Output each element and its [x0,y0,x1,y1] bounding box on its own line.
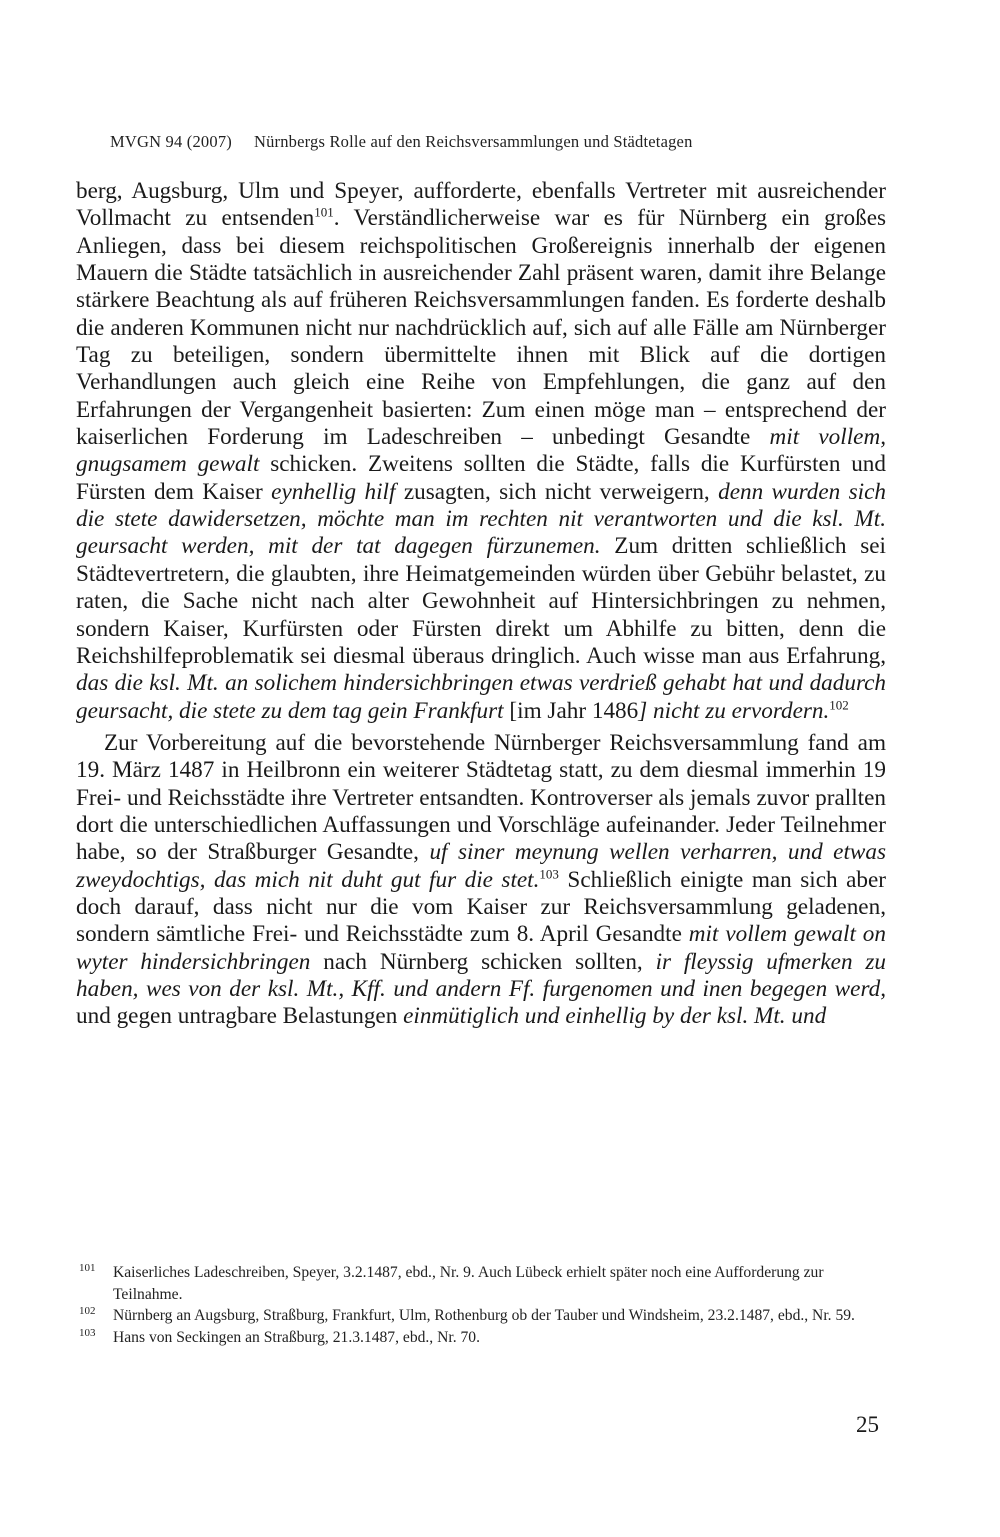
footnote-102 [76,1305,886,1327]
text-run: Zur Vorbereitung auf die bevorstehende Nürnberger Reichsversammlung fand am 19. März 1487 in Heilbronn ein weiterer Städtetag statt, zu dem diesmal immerhin 19 Frei- und Reichsstädte ihre Vertreter entsandten. Kontroverser als jemals zuvor prallten dort die unterschiedlichen Auffassungen und Vorschläge aufeinander. Jeder Teilnehmer habe, so der Straßburger Gesandte, [76,729,886,866]
footnote-103 [76,1327,886,1349]
quote-italic: denn wurden sich die stete dawidersetzen, möchte man im rechten nit verantworten und die ksl. Mt. geursacht werden, mit der tat dagegen fürzunemen. [76,478,886,560]
footnote-text: Nürnberg an Augsburg, Straßburg, Frankfurt, Ulm, Rothenburg ob der Tauber und Windsheim, 23.2.1487, ebd., Nr. 59. [113,1307,855,1324]
quote-italic: ] nicht zu ervordern. [638,697,830,724]
text-run: und gegen untragbare Belastungen [76,1003,404,1030]
footnote-number: 102 [79,1305,96,1317]
text-run: Zum dritten schließlich sei Städtevertretern, die glaubten, ihre Heimatgemeinden würden über Gebühr belastet, zu raten, die Sache nicht nach alter Gewohnheit auf Hintersichbringen zu nehmen, sondern Kaiser, Kurfürsten oder Fürsten direkt um Abhilfe zu bitten, denn die Reichshilfeproblematik sei diesmal überaus dringlich. Auch wisse man aus Erfahrung, [76,533,886,669]
footnote-ref-101: 101 [314,204,334,220]
footnote-number: 103 [79,1326,96,1339]
quote-italic: einmütiglich und einhellig by der ksl. Mt. und [403,1003,827,1030]
text-run: Schließlich einigte man sich aber doch darauf, dass nicht nur die vom Kaiser zur Reichsversammlung geladenen, sondern sämtliche Frei- und Reichsstädte zum 8. April Gesandte [76,866,886,948]
paragraph-2 [76,730,886,1031]
page-number: 25 [856,1412,879,1437]
quote-italic: mit vollem gewalt on wyter hindersichbringen [76,921,886,975]
quote-italic: mit vollem, gnugsamem gewalt [76,424,886,478]
footnote-text: Hans von Seckingen an Straßburg, 21.3.1487, ebd., Nr. 70. [113,1328,480,1346]
footnotes [76,1262,886,1348]
running-header [110,132,870,152]
footnote-number: 101 [79,1262,96,1274]
text-run: [im Jahr 1486 [503,697,639,724]
running-title: Nürnbergs Rolle auf den Reichsversammlungen und Städtetagen [253,132,693,151]
footnote-text: Kaiserliches Ladeschreiben, Speyer, 3.2.1487, ebd., Nr. 9. Auch Lübeck erhielt später noch eine Aufforderung zur Teilnahme. [113,1264,824,1303]
footnote-ref-102: 102 [829,696,849,712]
footnote-101 [76,1262,886,1305]
paragraph-1 [76,178,886,725]
main-text [76,178,886,1031]
text-run: . Verständlicherweise war es für Nürnberg ein großes Anliegen, dass bei diesem reichspolitischen Großereignis innerhalb der eigenen Mauern die Städte tatsächlich in ausreichender Zahl präsent waren, damit ihre Belange stärkere Beachtung als auf früheren Reichsversammlungen fanden. Es forderte deshalb die anderen Kommunen nicht nur nachdrücklich auf, sich auf alle Fälle am Nürnberger Tag zu beteiligen, sondern übermittelte ihnen mit Blick auf die dortigen Verhandlungen auch gleich eine Reihe von Empfehlungen, die ganz auf den Erfahrungen der Vergangenheit basierten: Zum einen möge man – entsprechend der kaiserlichen Forderung im Ladeschreiben – unbedingt Gesandte [76,205,887,451]
quote-italic: eynhellig hilf [271,478,396,505]
text-run: berg, Augsburg, Ulm und Speyer, aufforderte, ebenfalls Vertreter mit ausreichender Vollmacht zu entsenden [76,178,886,232]
text-run: schicken. Zweitens sollten die Städte, falls die Kurfürsten und Fürsten dem Kaiser [76,451,886,505]
footnote-ref-103: 103 [539,865,559,881]
text-run: zusagten, sich nicht verweigern, [395,478,719,505]
quote-italic: ir fleyssig ufmerken zu haben, wes von der ksl. Mt., Kff. und andern Ff. furgenomen und inen begegen werd, [76,948,886,1002]
quote-italic: das die ksl. Mt. an solichem hindersichbringen etwas verdrieß gehabt hat und dadurch geursacht, die stete zu dem tag gein Frankfurt [76,670,886,724]
text-run: nach Nürnberg schicken sollten, [310,948,656,975]
journal-reference: MVGN 94 (2007) [110,132,232,151]
quote-italic: uf siner meynung wellen verharren, und etwas zweydochtigs, das mich nit duht gut fur die stet. [76,839,886,893]
